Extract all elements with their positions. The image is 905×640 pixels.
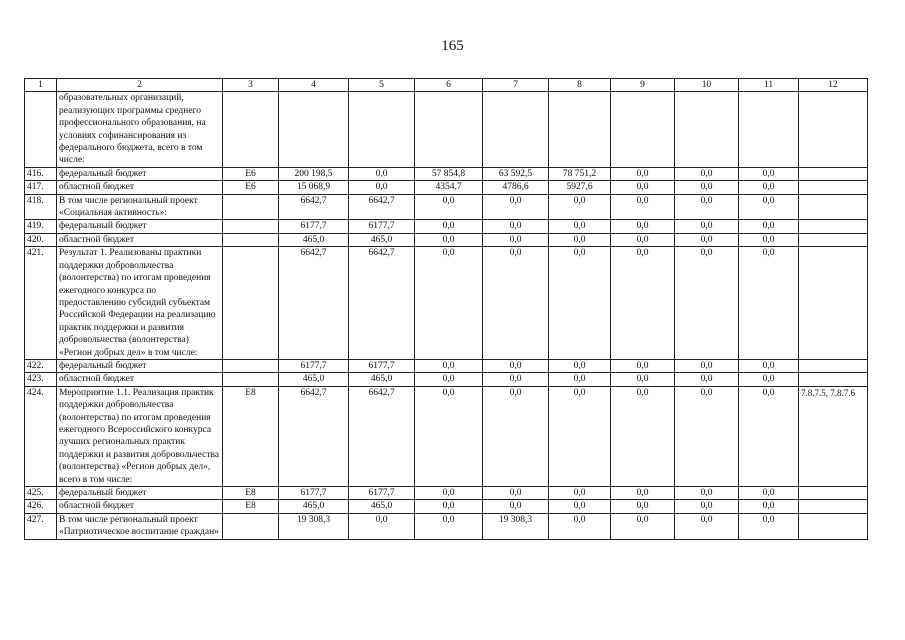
table-row (25, 220, 868, 233)
table-row (25, 500, 868, 513)
table-row (25, 194, 868, 220)
cell-col-8: 0,0 (549, 359, 611, 372)
cell-col-6: 0,0 (415, 513, 483, 539)
cell-col-11: 0,0 (739, 233, 799, 246)
column-header-6: 6 (415, 79, 483, 92)
cell-col-12 (799, 181, 868, 194)
budget-table (24, 78, 868, 540)
cell-col-10: 0,0 (675, 194, 739, 220)
row-name: федеральный бюджет (57, 220, 223, 233)
cell-col-4: 15 068,9 (279, 181, 349, 194)
cell-col-9: 0,0 (611, 194, 675, 220)
row-code (223, 220, 279, 233)
cell-col-12 (799, 220, 868, 233)
cell-col-6: 0,0 (415, 500, 483, 513)
cell-col-9: 0,0 (611, 167, 675, 180)
cell-col-11: 0,0 (739, 386, 799, 486)
cell-col-7: 0,0 (483, 247, 549, 360)
cell-col-9: 0,0 (611, 373, 675, 386)
cell-col-7: 0,0 (483, 500, 549, 513)
cell-col-5: 6177,7 (349, 487, 415, 500)
table-row (25, 487, 868, 500)
cell-col-4: 6642,7 (279, 386, 349, 486)
cell-col-11: 0,0 (739, 359, 799, 372)
table-row (25, 92, 868, 167)
table-row (25, 181, 868, 194)
cell-col-12 (799, 359, 868, 372)
cell-col-4 (279, 92, 349, 167)
column-header-7: 7 (483, 79, 549, 92)
row-code: Е6 (223, 181, 279, 194)
cell-col-9: 0,0 (611, 181, 675, 194)
row-number: 422. (25, 359, 57, 372)
cell-col-6: 0,0 (415, 194, 483, 220)
cell-col-7: 19 308,3 (483, 513, 549, 539)
cell-col-12: 7.8.7.5, 7.8.7.6 (799, 386, 868, 486)
cell-col-12 (799, 500, 868, 513)
cell-col-12 (799, 487, 868, 500)
cell-col-11: 0,0 (739, 220, 799, 233)
cell-col-5: 465,0 (349, 373, 415, 386)
cell-col-12 (799, 92, 868, 167)
cell-col-10: 0,0 (675, 247, 739, 360)
cell-col-12 (799, 233, 868, 246)
row-number: 418. (25, 194, 57, 220)
row-name: Результат 1. Реализованы практики поддержки добровольчества (волонтерства) по итогам проведения ежегодного конкурса по предоставлению субсидий субъектам Российской Федерации на реализацию практик поддержки и развития добровольчества (волонтерства) «Регион добрых дел» в том числе: (57, 247, 223, 360)
cell-col-9: 0,0 (611, 386, 675, 486)
cell-col-10 (675, 92, 739, 167)
cell-col-9: 0,0 (611, 233, 675, 246)
row-number (25, 92, 57, 167)
cell-col-8: 0,0 (549, 247, 611, 360)
cell-col-6: 0,0 (415, 359, 483, 372)
cell-col-4: 19 308,3 (279, 513, 349, 539)
cell-col-11: 0,0 (739, 247, 799, 360)
row-number: 424. (25, 386, 57, 486)
row-code (223, 233, 279, 246)
cell-col-8 (549, 92, 611, 167)
cell-col-8: 0,0 (549, 373, 611, 386)
row-number: 427. (25, 513, 57, 539)
cell-col-8: 0,0 (549, 220, 611, 233)
cell-col-7: 0,0 (483, 386, 549, 486)
row-number: 421. (25, 247, 57, 360)
cell-col-8: 0,0 (549, 194, 611, 220)
row-code: Е8 (223, 500, 279, 513)
row-name: федеральный бюджет (57, 487, 223, 500)
row-name: областной бюджет (57, 233, 223, 246)
cell-col-8: 0,0 (549, 513, 611, 539)
row-code (223, 247, 279, 360)
cell-col-4: 6177,7 (279, 359, 349, 372)
page-number: 165 (441, 38, 464, 54)
table-row (25, 513, 868, 539)
cell-col-5 (349, 92, 415, 167)
cell-col-5: 6177,7 (349, 359, 415, 372)
row-number: 420. (25, 233, 57, 246)
cell-col-6: 0,0 (415, 487, 483, 500)
cell-col-7: 0,0 (483, 373, 549, 386)
row-code: Е8 (223, 487, 279, 500)
cell-col-6: 0,0 (415, 220, 483, 233)
cell-col-10: 0,0 (675, 220, 739, 233)
row-number: 419. (25, 220, 57, 233)
cell-col-5: 465,0 (349, 500, 415, 513)
row-name: В том числе региональный проект «Патриотическое воспитание граждан» (57, 513, 223, 539)
cell-col-10: 0,0 (675, 487, 739, 500)
table-header-row (25, 79, 868, 92)
row-number: 416. (25, 167, 57, 180)
cell-col-7: 0,0 (483, 233, 549, 246)
cell-col-7: 0,0 (483, 359, 549, 372)
cell-col-8: 0,0 (549, 233, 611, 246)
table-row (25, 359, 868, 372)
cell-col-10: 0,0 (675, 167, 739, 180)
cell-col-7: 4786,6 (483, 181, 549, 194)
cell-col-11: 0,0 (739, 373, 799, 386)
cell-col-4: 465,0 (279, 373, 349, 386)
table-row (25, 167, 868, 180)
row-code: Е6 (223, 167, 279, 180)
cell-col-7: 0,0 (483, 220, 549, 233)
cell-col-5: 6642,7 (349, 194, 415, 220)
cell-col-11: 0,0 (739, 181, 799, 194)
cell-col-9 (611, 92, 675, 167)
row-code (223, 194, 279, 220)
row-name: Мероприятие 1.1. Реализация практик поддержки добровольчества (волонтерства) по итогам проведения ежегодного Всероссийского конкурса лучших региональных практик поддержки и развития добровольчества (волонтерства) «Регион добрых дел», всего в том числе: (57, 386, 223, 486)
row-number: 426. (25, 500, 57, 513)
cell-col-11: 0,0 (739, 487, 799, 500)
cell-col-6: 4354,7 (415, 181, 483, 194)
row-code (223, 373, 279, 386)
cell-col-9: 0,0 (611, 500, 675, 513)
cell-col-9: 0,0 (611, 247, 675, 360)
column-header-10: 10 (675, 79, 739, 92)
cell-col-12 (799, 194, 868, 220)
row-code: Е8 (223, 386, 279, 486)
cell-col-8: 5927,6 (549, 181, 611, 194)
cell-col-6: 0,0 (415, 233, 483, 246)
table-body (25, 92, 868, 539)
row-number: 425. (25, 487, 57, 500)
column-header-3: 3 (223, 79, 279, 92)
column-header-12: 12 (799, 79, 868, 92)
table-row (25, 247, 868, 360)
row-code (223, 92, 279, 167)
cell-col-10: 0,0 (675, 233, 739, 246)
cell-col-5: 465,0 (349, 233, 415, 246)
cell-col-11: 0,0 (739, 194, 799, 220)
cell-col-5: 6642,7 (349, 247, 415, 360)
cell-col-12 (799, 167, 868, 180)
column-header-4: 4 (279, 79, 349, 92)
cell-col-8: 0,0 (549, 386, 611, 486)
cell-col-4: 465,0 (279, 500, 349, 513)
column-header-11: 11 (739, 79, 799, 92)
cell-col-7: 0,0 (483, 194, 549, 220)
cell-col-10: 0,0 (675, 500, 739, 513)
column-header-1: 1 (25, 79, 57, 92)
cell-col-9: 0,0 (611, 359, 675, 372)
cell-col-7: 63 592,5 (483, 167, 549, 180)
cell-col-10: 0,0 (675, 359, 739, 372)
cell-col-5: 6642,7 (349, 386, 415, 486)
cell-col-11: 0,0 (739, 167, 799, 180)
cell-col-9: 0,0 (611, 487, 675, 500)
cell-col-11: 0,0 (739, 513, 799, 539)
cell-col-8: 78 751,2 (549, 167, 611, 180)
cell-col-12 (799, 373, 868, 386)
cell-col-4: 6642,7 (279, 247, 349, 360)
row-name: федеральный бюджет (57, 359, 223, 372)
cell-col-6: 0,0 (415, 247, 483, 360)
cell-col-10: 0,0 (675, 386, 739, 486)
row-number: 423. (25, 373, 57, 386)
row-name: областной бюджет (57, 373, 223, 386)
cell-col-11 (739, 92, 799, 167)
table-row (25, 373, 868, 386)
cell-col-5: 0,0 (349, 513, 415, 539)
table-row (25, 233, 868, 246)
cell-col-5: 6177,7 (349, 220, 415, 233)
cell-col-12 (799, 513, 868, 539)
cell-col-6: 0,0 (415, 373, 483, 386)
column-header-2: 2 (57, 79, 223, 92)
table-row (25, 386, 868, 486)
cell-col-8: 0,0 (549, 500, 611, 513)
cell-col-6: 57 854,8 (415, 167, 483, 180)
cell-col-9: 0,0 (611, 513, 675, 539)
cell-col-10: 0,0 (675, 181, 739, 194)
row-name: областной бюджет (57, 181, 223, 194)
cell-col-4: 6642,7 (279, 194, 349, 220)
row-name: В том числе региональный проект «Социальная активность»: (57, 194, 223, 220)
cell-col-6 (415, 92, 483, 167)
column-header-9: 9 (611, 79, 675, 92)
cell-col-4: 200 198,5 (279, 167, 349, 180)
cell-col-10: 0,0 (675, 373, 739, 386)
cell-col-12 (799, 247, 868, 360)
cell-col-10: 0,0 (675, 513, 739, 539)
cell-col-9: 0,0 (611, 220, 675, 233)
row-number: 417. (25, 181, 57, 194)
row-code (223, 513, 279, 539)
cell-col-4: 6177,7 (279, 487, 349, 500)
row-name: образовательных организаций, реализующих программы среднего профессионального образования, на условиях софинансирования из федерального бюджета, всего в том числе: (57, 92, 223, 167)
row-code (223, 359, 279, 372)
row-name: областной бюджет (57, 500, 223, 513)
cell-col-8: 0,0 (549, 487, 611, 500)
cell-col-11: 0,0 (739, 500, 799, 513)
cell-col-7: 0,0 (483, 487, 549, 500)
cell-col-5: 0,0 (349, 167, 415, 180)
cell-col-6: 0,0 (415, 386, 483, 486)
column-header-5: 5 (349, 79, 415, 92)
cell-col-7 (483, 92, 549, 167)
column-header-8: 8 (549, 79, 611, 92)
cell-col-5: 0,0 (349, 181, 415, 194)
cell-col-4: 6177,7 (279, 220, 349, 233)
cell-col-4: 465,0 (279, 233, 349, 246)
row-name: федеральный бюджет (57, 167, 223, 180)
